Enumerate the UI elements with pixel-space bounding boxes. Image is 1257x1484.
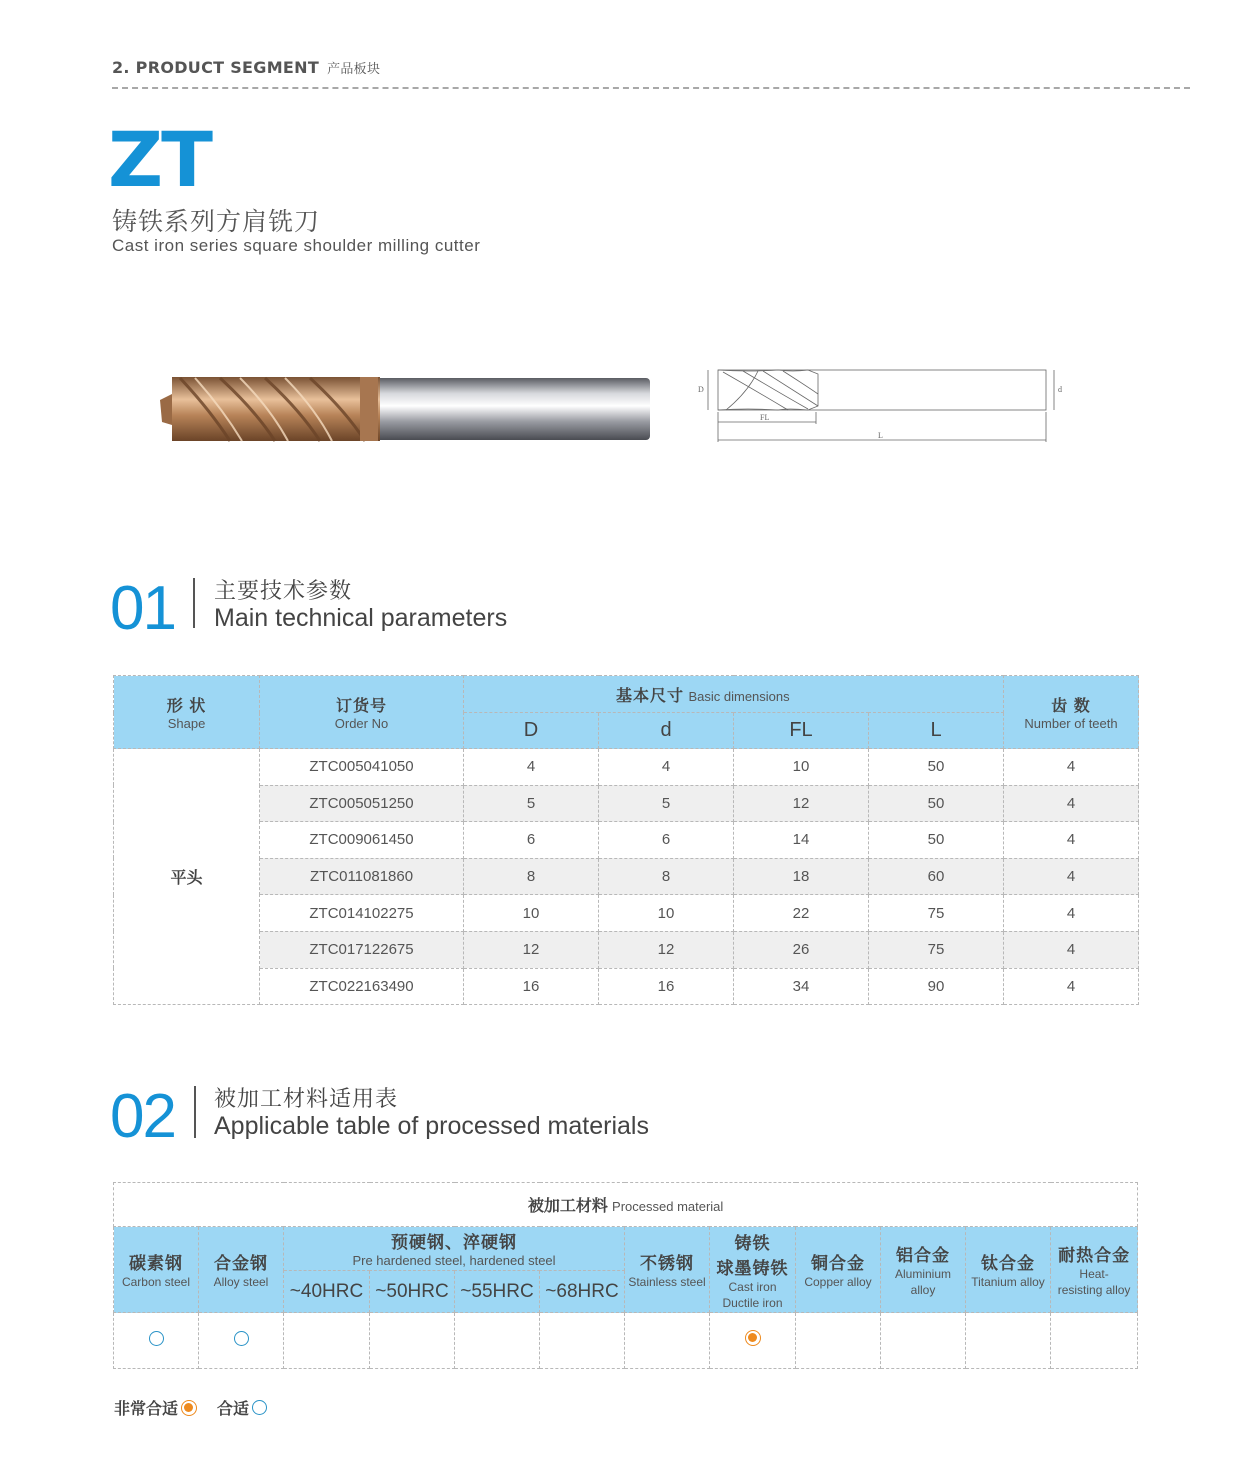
drawing-label-D: D bbox=[698, 385, 704, 394]
header-d: d bbox=[599, 713, 734, 749]
legend-suitable-label: 合适 bbox=[217, 1401, 250, 1418]
suitable-icon bbox=[252, 1400, 267, 1415]
segment-label-cn: 产品板块 bbox=[327, 62, 381, 77]
header-divider bbox=[112, 87, 1190, 89]
cell-D: 10 bbox=[464, 895, 599, 932]
header-shape: 形 状 Shape bbox=[114, 676, 260, 749]
order-no: ZTC014102275 bbox=[260, 895, 464, 932]
end-mill-photo bbox=[160, 370, 655, 445]
order-no: ZTC017122675 bbox=[260, 931, 464, 968]
col-heat-resisting-alloy: 耐热合金 Heat- resisting alloy bbox=[1051, 1227, 1138, 1313]
cell-D: 5 bbox=[464, 785, 599, 822]
legend-suitable bbox=[217, 1396, 267, 1419]
segment-label-en: 2. PRODUCT SEGMENT bbox=[112, 58, 320, 77]
cell-D: 16 bbox=[464, 968, 599, 1005]
header-D: D bbox=[464, 713, 599, 749]
col-hardened-steel-group: 预硬钢、淬硬钢 Pre hardened steel, hardened steel bbox=[284, 1227, 625, 1271]
cell-L: 75 bbox=[869, 895, 1004, 932]
legend bbox=[114, 1396, 287, 1419]
cell-teeth: 4 bbox=[1004, 968, 1139, 1005]
table-row bbox=[114, 968, 1139, 1005]
header-FL: FL bbox=[734, 713, 869, 749]
drawing-label-FL: FL bbox=[760, 413, 770, 422]
legend-very-suitable bbox=[114, 1396, 197, 1419]
cell-d: 12 bbox=[599, 931, 734, 968]
cell-teeth: 4 bbox=[1004, 822, 1139, 859]
table-row bbox=[114, 749, 1139, 786]
cell-d: 5 bbox=[599, 785, 734, 822]
cell-teeth: 4 bbox=[1004, 749, 1139, 786]
cell-cast-iron bbox=[710, 1313, 796, 1369]
product-title-en: Cast iron series square shoulder milling cutter bbox=[112, 236, 481, 255]
cell-68hrc bbox=[540, 1313, 625, 1369]
order-no: ZTC009061450 bbox=[260, 822, 464, 859]
col-68hrc: ~68HRC bbox=[540, 1271, 625, 1313]
cell-heat-resisting-alloy bbox=[1051, 1313, 1138, 1369]
cell-teeth: 4 bbox=[1004, 785, 1139, 822]
table-row bbox=[114, 931, 1139, 968]
section-divider bbox=[193, 578, 195, 628]
cell-d: 10 bbox=[599, 895, 734, 932]
end-mill-drawing bbox=[688, 362, 1068, 447]
cell-D: 12 bbox=[464, 931, 599, 968]
header-L: L bbox=[869, 713, 1004, 749]
table-row bbox=[114, 858, 1139, 895]
cell-55hrc bbox=[455, 1313, 540, 1369]
processed-material-title: 被加工材料 Processed material bbox=[114, 1183, 1138, 1227]
very-suitable-icon bbox=[745, 1330, 761, 1346]
cell-d: 6 bbox=[599, 822, 734, 859]
col-titanium-alloy: 钛合金 Titanium alloy bbox=[966, 1227, 1051, 1313]
table-row bbox=[114, 785, 1139, 822]
cell-D: 8 bbox=[464, 858, 599, 895]
col-carbon-steel: 碳素钢 Carbon steel bbox=[114, 1227, 199, 1313]
cell-FL: 12 bbox=[734, 785, 869, 822]
cell-L: 50 bbox=[869, 785, 1004, 822]
cell-carbon-steel bbox=[114, 1313, 199, 1369]
cell-D: 6 bbox=[464, 822, 599, 859]
table-row bbox=[114, 822, 1139, 859]
order-no: ZTC011081860 bbox=[260, 858, 464, 895]
col-copper-alloy: 铜合金 Copper alloy bbox=[796, 1227, 881, 1313]
cell-d: 4 bbox=[599, 749, 734, 786]
very-suitable-icon bbox=[181, 1400, 197, 1416]
drawing-label-L: L bbox=[878, 431, 883, 440]
cell-titanium-alloy bbox=[966, 1313, 1051, 1369]
section-title-cn: 主要技术参数 bbox=[214, 578, 353, 603]
section-title-cn: 被加工材料适用表 bbox=[214, 1086, 399, 1111]
drawing-label-d: d bbox=[1058, 385, 1062, 394]
suitability-row bbox=[114, 1313, 1138, 1369]
section-title-en: Main technical parameters bbox=[214, 604, 508, 632]
cell-d: 16 bbox=[599, 968, 734, 1005]
cell-FL: 10 bbox=[734, 749, 869, 786]
order-no: ZTC005041050 bbox=[260, 749, 464, 786]
cell-FL: 22 bbox=[734, 895, 869, 932]
cell-teeth: 4 bbox=[1004, 858, 1139, 895]
header-order-no: 订货号 Order No bbox=[260, 676, 464, 749]
cell-L: 60 bbox=[869, 858, 1004, 895]
cell-stainless-steel bbox=[625, 1313, 710, 1369]
parameters-table bbox=[113, 675, 1139, 1005]
materials-table bbox=[113, 1182, 1138, 1369]
cell-teeth: 4 bbox=[1004, 895, 1139, 932]
section-divider bbox=[194, 1086, 196, 1138]
legend-very-suitable-label: 非常合适 bbox=[114, 1401, 179, 1418]
shape-value: 平头 bbox=[114, 749, 260, 1005]
col-50hrc: ~50HRC bbox=[370, 1271, 455, 1313]
col-40hrc: ~40HRC bbox=[284, 1271, 370, 1313]
cell-40hrc bbox=[284, 1313, 370, 1369]
cell-alloy-steel bbox=[199, 1313, 284, 1369]
segment-label bbox=[112, 58, 380, 77]
cell-FL: 14 bbox=[734, 822, 869, 859]
col-cast-iron: 铸铁 球墨铸铁 Cast iron Ductile iron bbox=[710, 1227, 796, 1313]
table-row bbox=[114, 895, 1139, 932]
cell-L: 90 bbox=[869, 968, 1004, 1005]
cell-L: 50 bbox=[869, 749, 1004, 786]
product-title-cn: 铸铁系列方肩铣刀 bbox=[112, 208, 321, 236]
col-alloy-steel: 合金钢 Alloy steel bbox=[199, 1227, 284, 1313]
col-stainless-steel: 不锈钢 Stainless steel bbox=[625, 1227, 710, 1313]
cell-50hrc bbox=[370, 1313, 455, 1369]
section-number-01: 01 bbox=[110, 574, 175, 643]
cell-aluminium-alloy bbox=[881, 1313, 966, 1369]
cell-teeth: 4 bbox=[1004, 931, 1139, 968]
order-no: ZTC022163490 bbox=[260, 968, 464, 1005]
suitable-icon bbox=[149, 1331, 164, 1346]
col-aluminium-alloy: 铝合金 Aluminium alloy bbox=[881, 1227, 966, 1313]
cell-L: 50 bbox=[869, 822, 1004, 859]
header-basic-dimensions: 基本尺寸 Basic dimensions bbox=[464, 676, 1004, 713]
product-code: ZT bbox=[108, 115, 211, 204]
section-title-en: Applicable table of processed materials bbox=[214, 1112, 649, 1140]
order-no: ZTC005051250 bbox=[260, 785, 464, 822]
header-teeth: 齿 数 Number of teeth bbox=[1004, 676, 1139, 749]
col-55hrc: ~55HRC bbox=[455, 1271, 540, 1313]
cell-D: 4 bbox=[464, 749, 599, 786]
cell-d: 8 bbox=[599, 858, 734, 895]
cell-L: 75 bbox=[869, 931, 1004, 968]
cell-FL: 18 bbox=[734, 858, 869, 895]
cell-FL: 26 bbox=[734, 931, 869, 968]
section-number-02: 02 bbox=[110, 1082, 175, 1151]
cell-FL: 34 bbox=[734, 968, 869, 1005]
cell-copper-alloy bbox=[796, 1313, 881, 1369]
suitable-icon bbox=[234, 1331, 249, 1346]
